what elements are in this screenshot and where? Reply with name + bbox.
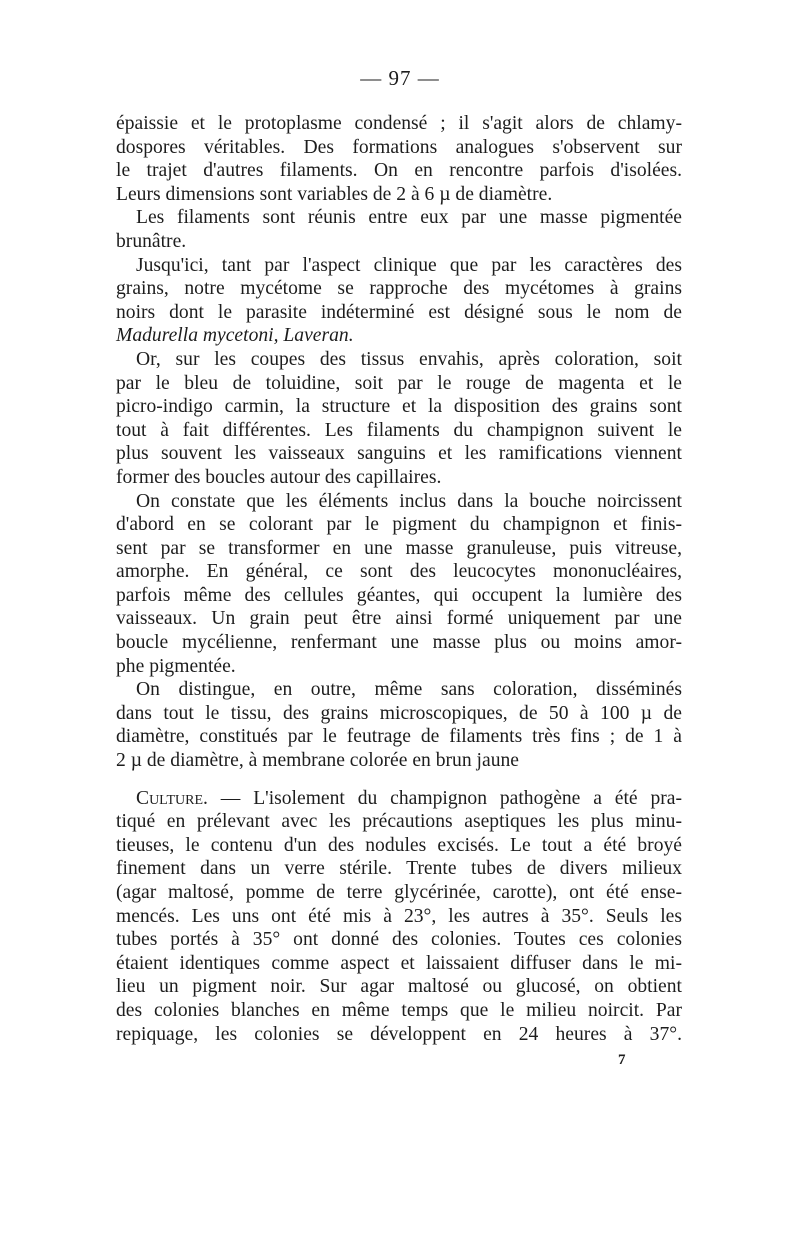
- text-line: vaisseaux. Un grain peut être ainsi formé uniquement par une: [116, 608, 682, 630]
- text-line: le trajet d'autres filaments. On en rencontre parfois d'isolées.: [116, 160, 682, 182]
- text-line: par le bleu de toluidine, soit par le rouge de magenta et le: [116, 372, 682, 394]
- text-line: tout à fait différentes. Les filaments du champignon suivent le: [116, 419, 682, 441]
- text-line: On distingue, en outre, même sans coloration, disséminés: [136, 679, 682, 701]
- text-line: lieu un pigment noir. Sur agar maltosé ou glucosé, on obtient: [116, 976, 682, 998]
- text-line: diamètre, constitués par le feutrage de filaments très fins ; de 1 à: [116, 726, 682, 748]
- text-line: plus souvent les vaisseaux sanguins et les ramifications viennent: [116, 443, 682, 465]
- text-line: Jusqu'ici, tant par l'aspect clinique que par les caractères des: [136, 254, 682, 276]
- paragraph: [116, 678, 682, 772]
- paragraph: [116, 112, 682, 206]
- text-run: — L'isolement du champignon pathogène a été pra-: [207, 787, 682, 809]
- text-line: dospores véritables. Des formations analogues s'observent sur: [116, 136, 682, 158]
- body-text: [116, 112, 682, 1046]
- paragraph: [116, 254, 682, 348]
- text-line: dans tout le tissu, des grains microscopiques, de 50 à 100 µ de: [116, 702, 682, 724]
- text-line: repiquage, les colonies se développent en 24 heures à 37°.: [116, 1023, 682, 1045]
- text-line: tiqué en prélevant avec les précautions aseptiques les plus minu-: [116, 811, 682, 833]
- text-line: finement dans un verre stérile. Trente tubes de divers milieux: [116, 858, 682, 880]
- text-line: tieuses, le contenu d'un des nodules excisés. Le tout a été broyé: [116, 834, 682, 856]
- text-line: picro-indigo carmin, la structure et la disposition des grains sont: [116, 396, 682, 418]
- text-line: boucle mycélienne, renfermant une masse plus ou moins amor-: [116, 632, 682, 654]
- text-line: amorphe. En général, ce sont des leucocytes mononucléaires,: [116, 561, 682, 583]
- paragraph: [116, 348, 682, 490]
- text-line: des colonies blanches en même temps que le milieu noircit. Par: [116, 999, 682, 1021]
- text-line: étaient identiques comme aspect et laissaient diffuser dans le mi-: [116, 952, 682, 974]
- text-line: phe pigmentée.: [116, 655, 236, 677]
- text-line: épaissie et le protoplasme condensé ; il s'agit alors de chlamy-: [116, 113, 682, 134]
- text-line: (agar maltosé, pomme de terre glycérinée, carotte), ont été ense-: [116, 882, 682, 903]
- text-line: 2 µ de diamètre, à membrane colorée en brun jaune: [116, 750, 519, 772]
- text-line: sent par se transformer en une masse granuleuse, puis vitreuse,: [116, 537, 682, 559]
- paragraph: [116, 206, 682, 253]
- text-line: [116, 787, 682, 811]
- text-line: parfois même des cellules géantes, qui occupent la lumière des: [116, 584, 682, 606]
- signature-mark: 7: [618, 1052, 626, 1068]
- text-line: Madurella mycetoni, Laveran.: [116, 325, 354, 347]
- text-line: tubes portés à 35° ont donné des colonies. Toutes ces colonies: [116, 929, 682, 951]
- text-line: d'abord en se colorant par le pigment du champignon et finis-: [116, 514, 682, 536]
- text-line: noirs dont le parasite indéterminé est désigné sous le nom de: [116, 301, 682, 323]
- paragraph: [116, 787, 682, 1047]
- text-line: Leurs dimensions sont variables de 2 à 6 µ de diamètre.: [116, 183, 553, 205]
- text-line: mencés. Les uns ont été mis à 23°, les autres à 35°. Seuls les: [116, 905, 682, 927]
- text-line: former des boucles autour des capillaires.: [116, 466, 442, 488]
- paragraph: [116, 490, 682, 679]
- text-line: brunâtre.: [116, 230, 187, 252]
- section-heading: Culture.: [136, 787, 208, 809]
- text-line: Les filaments sont réunis entre eux par une masse pigmentée: [136, 207, 682, 229]
- text-line: Or, sur les coupes des tissus envahis, après coloration, soit: [136, 348, 682, 370]
- section-gap: [116, 773, 682, 787]
- text-line: grains, notre mycétome se rapproche des mycétomes à grains: [116, 278, 682, 300]
- text-line: On constate que les éléments inclus dans la bouche noircissent: [136, 490, 682, 512]
- page-number: — 97 —: [360, 66, 440, 90]
